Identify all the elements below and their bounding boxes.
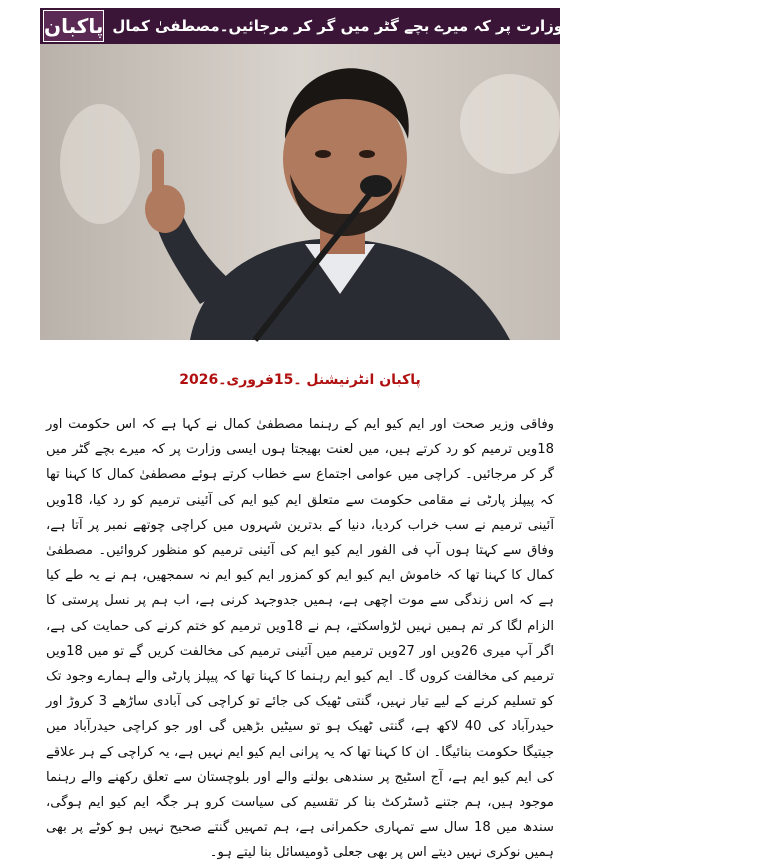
dateline: پاکبان انٹرنیشنل ۔15فروری۔2026: [179, 372, 421, 388]
microphone-icon: [360, 175, 392, 197]
speaker-illustration: [40, 44, 560, 340]
headline-bar: [40, 8, 771, 44]
brand-logo: پاکبان: [43, 10, 104, 42]
headline: میں لعنت بھیجتا ہوں ایسی وزارت پر کہ میرے بچے گٹر میں گر کر مرجائیں۔مصطفیٰ کمال: [112, 17, 771, 35]
article-body: وفاقی وزیر صحت اور ایم کیو ایم کے رہنما مصطفیٰ کمال نے کہا ہے کہ اس حکومت اور 18ویں ترمیم کو رد کرتے ہیں، میں لعنت بھیجتا ہوں ایسی وزارت پر کہ میرے بچے گٹر میں گر کر مرجائیں۔ کراچی میں عوامی اجتماع سے خطاب کرتے ہوئے مصطفیٰ کمال کا کہنا تھا کہ پیپلز پارٹی نے مقامی حکومت سے متعلق ایم کیو ایم کی آئینی ترمیم کو رد کیا، 18ویں آئینی ترمیم نے سب خراب کردیا، دنیا کے بدترین شہروں میں کراچی چوتھے نمبر پر آتا ہے، وفاق سے کہتا ہوں آپ فی الفور ایم کیو ایم کی آئینی ترمیم کو منظور کروائیں۔ مصطفیٰ کمال کا کہنا تھا کہ خاموش ایم کیو ایم کو کمزور ایم کیو ایم نہ سمجھیں، ہم نے یہ طے کیا ہے کہ اس زندگی سے موت اچھی ہے، ہمیں جدوجہد کرنی ہے، اب ہم پر نسل پرستی کا الزام لگا کر تم ہمیں نہیں لڑواسکتے، ہم نے 18ویں ترمیم کو ختم کرنے کی حمایت کی ہے، اگر آپ میری 26ویں اور 27ویں ترمیم میں آئینی ترمیم کی مخالفت کریں گے تو میں 18ویں ترمیم کی مخالفت کروں گا۔ ایم کیو ایم رہنما کا کہنا تھا کہ پیپلز پارٹی والے ہمارے وجود تک کو تسلیم کرنے کے لیے تیار نہیں، گنتی ٹھیک کی جائے تو کراچی کی آبادی ساڑھے 3 کروڑ اور حیدرآباد کی 40 لاکھ ہے، گنتی ٹھیک ہو تو سیٹیں بڑھیں گی اور جو کراچی حیدرآباد میں جیتیگا حکومت بنائیگا۔ ان کا کہنا تھا کہ یہ پرانی ایم کیو ایم نہیں ہے، یہ کراچی کے ہر علاقے کی ایم کیو ایم ہے، آج اسٹیج پر سندھی بولنے والے اور بلوچستان سے تعلق رکھنے والے رہنما موجود ہیں، ہم جتنے ڈسٹرکٹ بنا کر تقسیم کی سیاست کرو ہر جگہ ایم کیو ایم ہوگی، سندھ میں 18 سال سے تمہاری حکمرانی ہے، ہم تمہیں گنتے صحیح نہیں ہو کوٹے پر بھی ہمیں نوکری نہیں دیتے اس پر بھی جعلی ڈومیسائل بنا لیتے ہو۔: [46, 417, 554, 861]
pointing-finger: [152, 149, 164, 199]
speaker-photo: [40, 44, 560, 340]
